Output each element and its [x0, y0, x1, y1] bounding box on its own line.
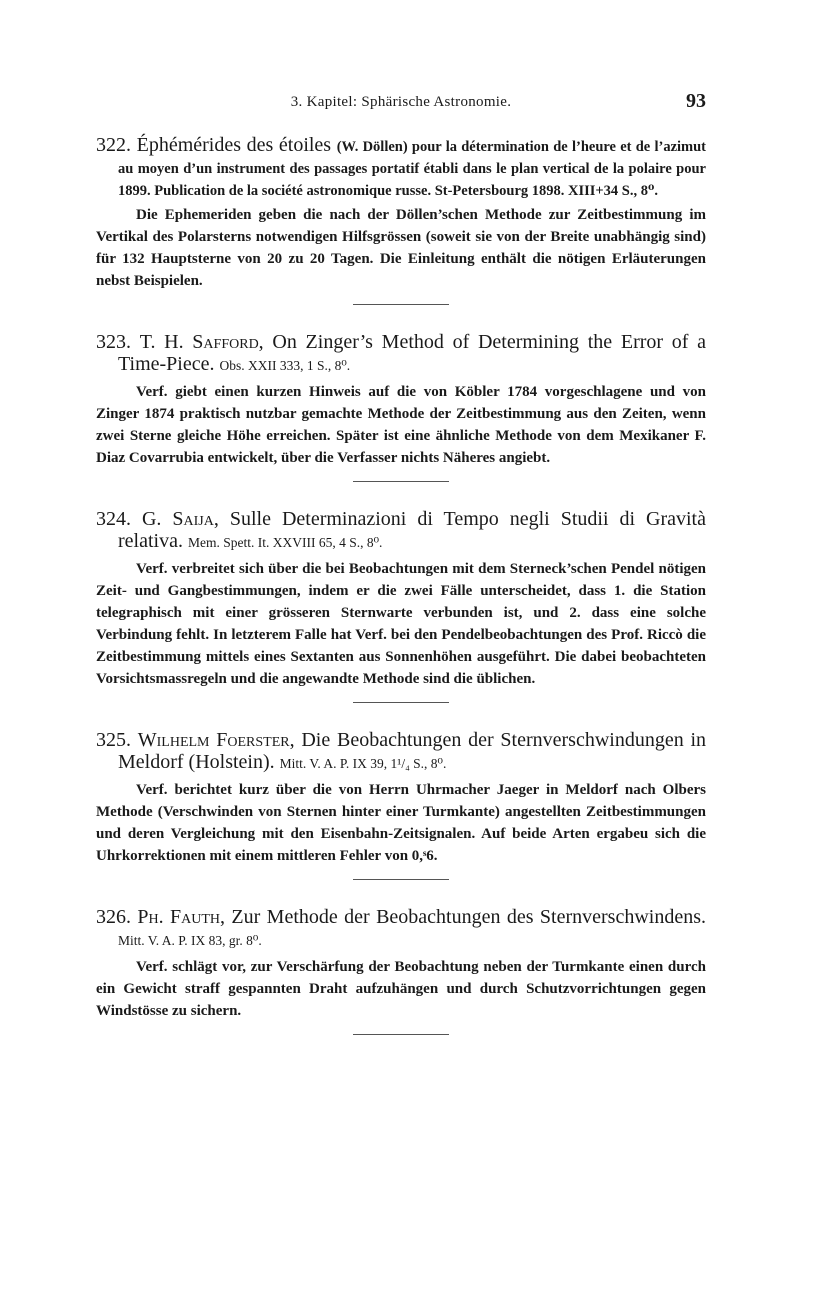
- entry-number: 322.: [96, 134, 131, 156]
- entry-325: [96, 729, 706, 880]
- entry-citation: Mitt. V. A. P. IX 83, gr. 8⁰.: [118, 933, 262, 948]
- entry-number: 323.: [96, 331, 131, 353]
- document-page: [96, 88, 706, 1035]
- entry-body: Verf. giebt einen kurzen Hinweis auf die von Köbler 1784 vorgeschlagene und von Zinger 1874 praktisch nutzbar gemachte Methode der Zeitbestimmung aus den Zeiten, wenn zwei Sterne gleiche Höhe erreichen. Später ist eine ähnliche Methode von dem Mexikaner F. Diaz Covarrubia entwickelt, über die Verfasser nichts Näheres angiebt.: [96, 384, 706, 466]
- entry-subtitle: (W. Döllen) pour la détermination de l’heure et de l’azimut au moyen d’un instrument des passages portatif établi dans le plan vertical de la polaire pour 1899. Publication de la société astronomique russe. St-Petersbourg 1898. XIII+34 S., 8⁰.: [118, 139, 706, 199]
- entry-title: Zur Methode der Beobachtungen des Sternverschwindens.: [231, 906, 707, 928]
- entry-heading: [96, 134, 706, 200]
- entry-323: [96, 331, 706, 482]
- entry-title: Sulle Determinazioni di Tempo negli Studii di Gravità relativa.: [118, 508, 706, 552]
- entry-number: 325.: [96, 729, 131, 751]
- separator-rule: [353, 1034, 449, 1035]
- entry-title: Éphémérides des étoiles: [136, 134, 332, 156]
- entry-citation: Mem. Spett. It. XXVIII 65, 4 S., 8⁰.: [187, 535, 383, 550]
- entry-title: Die Beobachtungen der Sternverschwindungen in Meldorf (Holstein).: [118, 729, 707, 773]
- entry-citation: Obs. XXII 333, 1 S., 8⁰.: [219, 358, 351, 373]
- separator-rule: [353, 481, 449, 482]
- entry-number: 326.: [96, 906, 131, 928]
- entry-author: Ph. Fauth,: [137, 906, 226, 928]
- entry-body: Verf. berichtet kurz über die von Herrn Uhrmacher Jaeger in Meldorf nach Olbers Methode (Verschwinden von Sternen hinter einer Turmkante) angestellten Zeitbestimmungen und deren Vergleichung mit den Eisenbahn-Zeitsignalen. Auf beide Arten ergabeu sich die Uhrkorrektionen mit einem mittleren Fehler von 0,ˢ6.: [96, 782, 706, 864]
- entry-author: Wilhelm Foerster,: [137, 729, 295, 751]
- entry-324: [96, 508, 706, 703]
- entry-326: [96, 906, 706, 1035]
- entry-citation: Mitt. V. A. P. IX 39, 1¹/₄ S., 8⁰.: [279, 756, 447, 771]
- separator-rule: [353, 879, 449, 880]
- running-title: 3. Kapitel: Sphärische Astronomie.: [290, 94, 512, 110]
- entry-number: 324.: [96, 508, 131, 530]
- entry-heading: [96, 729, 706, 775]
- entry-author: T. H. Safford,: [139, 331, 264, 353]
- separator-rule: [353, 304, 449, 305]
- entry-title: On Zinger’s Method of Determining the Error of a Time-Piece.: [118, 331, 707, 375]
- running-header: [96, 88, 706, 118]
- entry-heading: [96, 906, 706, 952]
- entry-heading: [96, 508, 706, 554]
- entry-body: Verf. schlägt vor, zur Verschärfung der Beobachtung neben der Turmkante einen durch ein Gewicht straff gespannten Draht aufzuhängen und durch Schutzvorrichtungen gegen Windstösse zu sichern.: [96, 959, 706, 1019]
- page-number: 93: [686, 90, 706, 112]
- entry-322: [96, 134, 706, 305]
- separator-rule: [353, 702, 449, 703]
- entry-body: Verf. verbreitet sich über die bei Beobachtungen mit dem Sterneck’schen Pendel nötigen Zeit- und Gangbestimmungen, indem er die zwei Fälle unterscheidet, dass 1. die Station telegraphisch mit einer grösseren Sternwarte verbunden ist, und 2. dass eine solche Verbindung fehlt. In letzterem Falle hat Verf. bei den Pendelbeobachtungen des Prof. Riccò die Zeitbestimmung mittels eines Sextanten aus Sonnenhöhen ausgeführt. Die dabei beobachteten Vorsichtsmassregeln und die angewandte Methode sind die üblichen.: [96, 561, 706, 687]
- entry-body: Die Ephemeriden geben die nach der Döllen’schen Methode zur Zeitbestimmung im Vertikal des Polarsterns notwendigen Hilfsgrössen (soweit sie von der Breite unabhängig sind) für 132 Hauptsterne von 20 zu 20 Tagen. Die Einleitung enthält die nötigen Erläuterungen nebst Beispielen.: [96, 207, 706, 289]
- entry-author: G. Saija,: [141, 508, 219, 530]
- entry-heading: [96, 331, 706, 377]
